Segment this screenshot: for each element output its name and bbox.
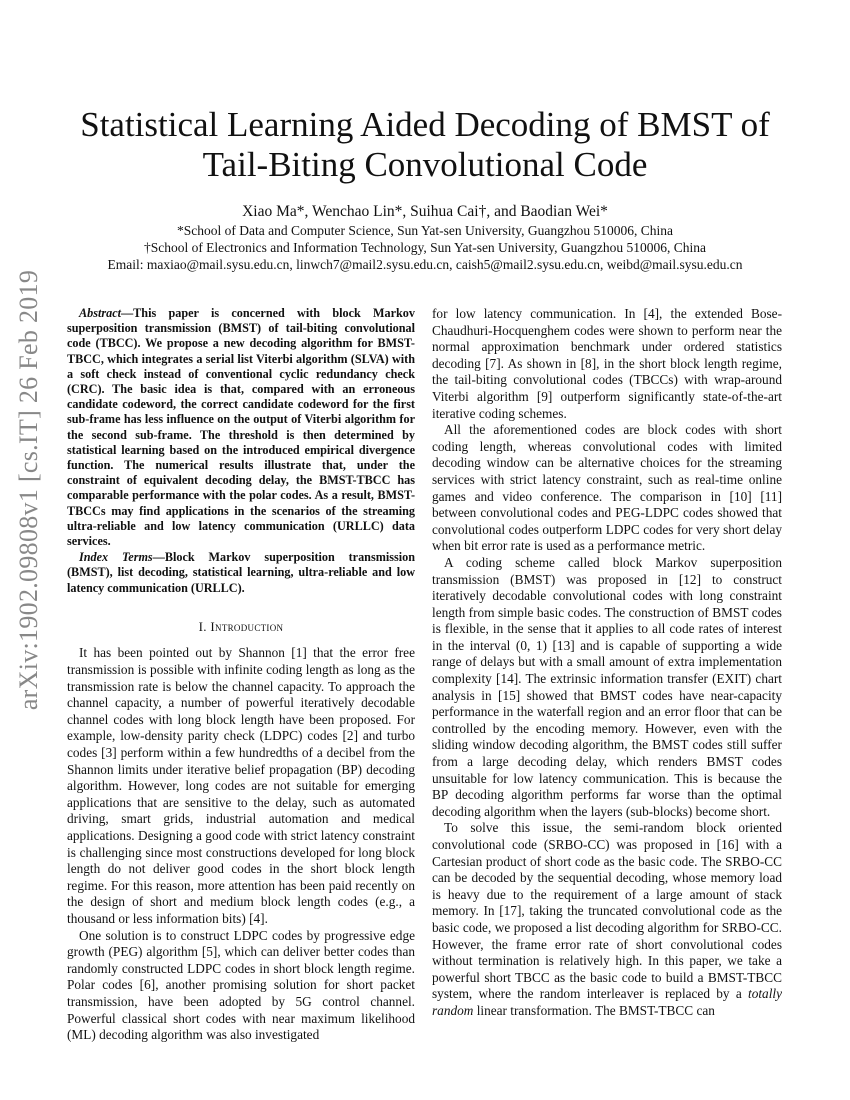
paragraph-6-italic: totally random — [432, 986, 782, 1018]
email-line[interactable]: Email: maxiao@mail.sysu.edu.cn, linwch7@mail2.sysu.edu.cn, caish5@mail2.sysu.edu.cn, weibd@mail.sysu.edu.cn — [107, 257, 743, 272]
left-column — [67, 306, 415, 1044]
section-heading-introduction: I. Introduction — [198, 618, 284, 634]
paragraph-6-text-a: To solve this issue, the semi-random block oriented convolutional code (SRBO-CC) was proposed in [16] with a Cartesian product of short code as the basic code. The SRBO-CC can be decoded by the sequential decoding, whose memory load is heavy due to the requirement of a large amount of stack memory. In [17], taking the truncated convolutional code as the basic code, we proposed a list decoding algorithm for SRBO-CC. However, the frame error rate of short convolutional codes without termination is relatively high. In this paper, we take a powerful short TBCC as the basic code to build a BMST-TBCC system, where the random interleaver is replaced by a — [432, 820, 782, 1002]
intro-paragraph-5: A coding scheme called block Markov superposition transmission (BMST) was proposed in [12] to construct iteratively decodable convolutional codes with long constraint length from simple basic codes. The construction of BMST codes is flexible, in the sense that it applies to all code rates of interest in the interval (0, 1) [13] and is capable of supporting a wide range of delays but with a small amount of extra implementation complexity [14]. The extrinsic information transfer (EXIT) chart analysis in [15] showed that BMST codes have near-capacity performance in the waterfall region and an error floor that can be controlled by the encoding memory. However, even with the sliding window decoding algorithm, the BMST codes still suffer from a large decoding delay, which renders BMST codes unsuitable for low latency communication. This is because the BP decoding algorithm performs far worse than the optimal decoding algorithm when the layers (sub-blocks) become short. — [432, 554, 782, 819]
paragraph-6-text-b: linear transformation. The BMST-TBCC can — [473, 1002, 715, 1018]
abstract — [67, 306, 415, 549]
affiliation-2: †School of Electronics and Information Technology, Sun Yat-sen University, Guangzhou 510006, China — [143, 240, 707, 255]
affiliation-1: *School of Data and Computer Science, Sun Yat-sen University, Guangzhou 510006, China — [177, 223, 673, 238]
title-line-2: Tail-Biting Convolutional Code — [202, 145, 648, 184]
arxiv-id-text[interactable]: arXiv:1902.09808v1 [cs.IT] 26 Feb 2019 — [14, 269, 43, 711]
arxiv-side-stamp — [2, 269, 56, 711]
title-line-1: Statistical Learning Aided Decoding of BMST of — [80, 105, 770, 144]
right-column — [432, 306, 782, 1020]
intro-paragraph-1: It has been pointed out by Shannon [1] that the error free transmission is possible with infinite coding length as long as the transmission rate is below the channel capacity. To approach the channel capacity, a number of powerful iteratively decodable channel codes with long block length have been proposed. For example, low-density parity check (LDPC) codes [2] and turbo codes [3] perform within a few hundredths of a decibel from the Shannon limits under iterative belief propagation (BP) decoding algorithm. However, long codes are not suitable for emerging applications that are sensitive to the delay, such as automated driving, smart grids, industrial automation and medical applications. Designing a good code with strict latency constraint is challenging since most constructions developed for long block length do not deliver good codes in the short block length regime. For this reason, more attention has been paid recently on the design of short and medium block length codes (e.g., a thousand or less information bits) [4]. — [67, 645, 415, 926]
abstract-text: —This paper is concerned with block Markov superposition transmission (BMST) of tail-biting convolutional code (TBCC). We propose a new decoding algorithm for BMST-TBCC, which integrates a serial list Viterbi algorithm (SLVA) with a soft check instead of conventional cyclic redundancy check (CRC). The basic idea is that, compared with an erroneous candidate codeword, the correct candidate codeword for the first sub-frame has less influence on the output of Viterbi algorithm for the second sub-frame. The threshold is then determined by statistical learning based on the introduced empirical divergence function. The numerical results illustrate that, under the constraint of equivalent decoding delay, the BMST-TBCC has comparable performance with the polar codes. As a result, BMST-TBCCs may find applications in the scenarios of the streaming ultra-reliable and low latency communication (URLLC) data services. — [67, 306, 415, 549]
author-list: Xiao Ma*, Wenchao Lin*, Suihua Cai†, and Baodian Wei* — [242, 203, 608, 220]
intro-paragraph-3: for low latency communication. In [4], the extended Bose-Chaudhuri-Hocquenghem codes were shown to perform near the normal approximation benchmark under ordered statistics decoding [7]. As shown in [8], in the short block length regime, the tail-biting convolutional codes (TBCCs) with wrap-around Viterbi algorithm [9] outperform significantly state-of-the-art iterative coding schemes. — [432, 306, 782, 421]
intro-paragraph-4: All the aforementioned codes are block codes with short coding length, whereas convolutional codes with limited decoding window can be alternative choices for the streaming services with strict latency constraint, such as real-time online games and video conference. The comparison in [10] [11] between convolutional codes and PEG-LDPC codes showed that convolutional codes outperform LDPC codes for very short delay when bit error rate is used as a performance metric. — [432, 422, 782, 554]
index-terms — [67, 550, 415, 596]
intro-paragraph-2: One solution is to construct LDPC codes by progressive edge growth (PEG) algorithm [5], which can deliver better codes than randomly constructed LDPC codes in short block length regime. Polar codes [6], another promising solution for short packet transmission, have been adopted by 5G control channel. Powerful classical short codes with near maximum likelihood (ML) decoding algorithm was also investigated — [67, 927, 415, 1043]
index-terms-label: Index Terms — [79, 550, 153, 565]
paper-title — [60, 105, 790, 185]
abstract-label: Abstract — [79, 306, 121, 320]
intro-paragraph-6 — [432, 820, 782, 1019]
index-terms-text: —Block Markov superposition transmission (BMST), list decoding, statistical learning, ultra-reliable and low latency communication (URLLC). — [67, 550, 415, 595]
